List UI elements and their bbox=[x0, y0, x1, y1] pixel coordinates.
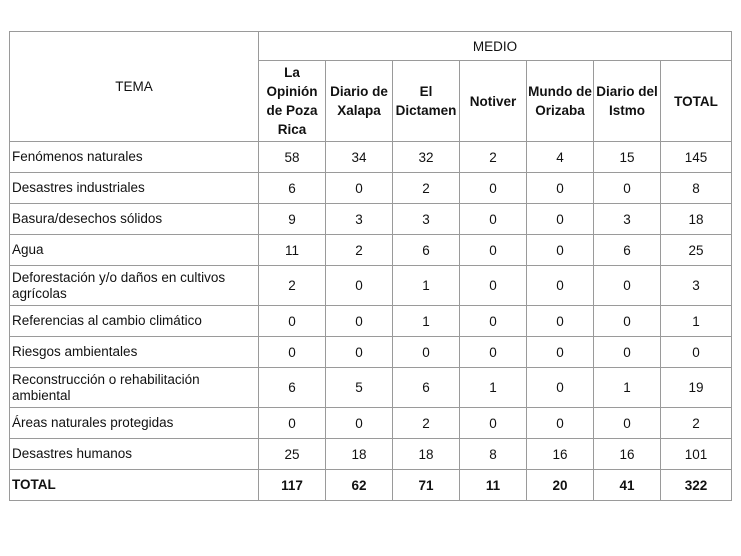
row-label: Agua bbox=[10, 235, 259, 266]
table-cell: 0 bbox=[326, 306, 393, 337]
table-cell: 6 bbox=[393, 235, 460, 266]
table-cell: 58 bbox=[259, 142, 326, 173]
table-cell: 6 bbox=[259, 368, 326, 408]
total-cell: 322 bbox=[661, 470, 732, 501]
table-cell: 0 bbox=[527, 266, 594, 306]
table-cell: 0 bbox=[259, 306, 326, 337]
table-cell: 5 bbox=[326, 368, 393, 408]
row-label: Desastres humanos bbox=[10, 439, 259, 470]
table-cell: 101 bbox=[661, 439, 732, 470]
row-label: Desastres industriales bbox=[10, 173, 259, 204]
table-cell: 0 bbox=[393, 337, 460, 368]
table-cell: 19 bbox=[661, 368, 732, 408]
table-cell: 0 bbox=[527, 173, 594, 204]
table-cell: 16 bbox=[527, 439, 594, 470]
table-cell: 0 bbox=[326, 408, 393, 439]
total-cell: 62 bbox=[326, 470, 393, 501]
table-cell: 3 bbox=[661, 266, 732, 306]
table-cell: 145 bbox=[661, 142, 732, 173]
row-label: Referencias al cambio climático bbox=[10, 306, 259, 337]
tema-header: TEMA bbox=[10, 32, 259, 142]
total-row bbox=[10, 470, 732, 501]
table-cell: 4 bbox=[527, 142, 594, 173]
table-cell: 0 bbox=[527, 306, 594, 337]
table-cell: 1 bbox=[661, 306, 732, 337]
table-cell: 0 bbox=[460, 235, 527, 266]
table-cell: 0 bbox=[594, 337, 661, 368]
table-cell: 3 bbox=[393, 204, 460, 235]
row-label: Reconstrucción o rehabilitación ambiental bbox=[10, 368, 259, 408]
table-cell: 1 bbox=[393, 266, 460, 306]
table-cell: 0 bbox=[527, 204, 594, 235]
table-cell: 32 bbox=[393, 142, 460, 173]
table-cell: 0 bbox=[594, 306, 661, 337]
table-cell: 0 bbox=[326, 173, 393, 204]
table-cell: 0 bbox=[460, 306, 527, 337]
table-row bbox=[10, 235, 732, 266]
table-cell: 0 bbox=[527, 337, 594, 368]
table-cell: 3 bbox=[594, 204, 661, 235]
table-cell: 0 bbox=[460, 204, 527, 235]
column-header: Diario de Xalapa bbox=[326, 61, 393, 142]
table-cell: 0 bbox=[259, 408, 326, 439]
table-cell: 25 bbox=[259, 439, 326, 470]
table-cell: 2 bbox=[460, 142, 527, 173]
table-cell: 18 bbox=[326, 439, 393, 470]
table-cell: 15 bbox=[594, 142, 661, 173]
table-cell: 18 bbox=[661, 204, 732, 235]
row-label: Áreas naturales protegidas bbox=[10, 408, 259, 439]
table-cell: 0 bbox=[460, 266, 527, 306]
table-cell: 34 bbox=[326, 142, 393, 173]
table-cell: 0 bbox=[661, 337, 732, 368]
table-cell: 11 bbox=[259, 235, 326, 266]
table-row bbox=[10, 306, 732, 337]
table-row bbox=[10, 266, 732, 306]
table-row bbox=[10, 337, 732, 368]
row-label: Basura/desechos sólidos bbox=[10, 204, 259, 235]
table-cell: 8 bbox=[460, 439, 527, 470]
column-header: Notiver bbox=[460, 61, 527, 142]
table-cell: 9 bbox=[259, 204, 326, 235]
row-label: Fenómenos naturales bbox=[10, 142, 259, 173]
medio-header: MEDIO bbox=[259, 32, 732, 61]
table-cell: 6 bbox=[594, 235, 661, 266]
table-cell: 0 bbox=[527, 235, 594, 266]
table-cell: 1 bbox=[460, 368, 527, 408]
table-cell: 1 bbox=[393, 306, 460, 337]
table-row bbox=[10, 439, 732, 470]
total-cell: 20 bbox=[527, 470, 594, 501]
column-header: El Dictamen bbox=[393, 61, 460, 142]
table-cell: 25 bbox=[661, 235, 732, 266]
table-cell: 2 bbox=[326, 235, 393, 266]
column-header: Diario del Istmo bbox=[594, 61, 661, 142]
table-cell: 0 bbox=[527, 368, 594, 408]
total-cell: 11 bbox=[460, 470, 527, 501]
total-cell: 117 bbox=[259, 470, 326, 501]
table-row bbox=[10, 142, 732, 173]
table-cell: 18 bbox=[393, 439, 460, 470]
table-cell: 0 bbox=[460, 173, 527, 204]
total-label: TOTAL bbox=[10, 470, 259, 501]
table-cell: 1 bbox=[594, 368, 661, 408]
row-label: Deforestación y/o daños en cultivos agrícolas bbox=[10, 266, 259, 306]
column-header: TOTAL bbox=[661, 61, 732, 142]
table-cell: 0 bbox=[594, 173, 661, 204]
table-row bbox=[10, 173, 732, 204]
total-cell: 41 bbox=[594, 470, 661, 501]
table-row bbox=[10, 204, 732, 235]
table-cell: 8 bbox=[661, 173, 732, 204]
data-table bbox=[9, 31, 732, 501]
table-cell: 6 bbox=[393, 368, 460, 408]
total-cell: 71 bbox=[393, 470, 460, 501]
table-row bbox=[10, 408, 732, 439]
table-cell: 0 bbox=[460, 337, 527, 368]
table-cell: 0 bbox=[527, 408, 594, 439]
table-cell: 0 bbox=[594, 266, 661, 306]
table-cell: 0 bbox=[326, 337, 393, 368]
table-cell: 3 bbox=[326, 204, 393, 235]
table-row bbox=[10, 368, 732, 408]
table-cell: 2 bbox=[259, 266, 326, 306]
table-cell: 16 bbox=[594, 439, 661, 470]
table-cell: 2 bbox=[661, 408, 732, 439]
table-cell: 0 bbox=[460, 408, 527, 439]
table-cell: 2 bbox=[393, 173, 460, 204]
table-cell: 0 bbox=[259, 337, 326, 368]
column-header: Mundo de Orizaba bbox=[527, 61, 594, 142]
table-cell: 0 bbox=[594, 408, 661, 439]
row-label: Riesgos ambientales bbox=[10, 337, 259, 368]
table-cell: 0 bbox=[326, 266, 393, 306]
column-header: La Opinión de Poza Rica bbox=[259, 61, 326, 142]
table-cell: 6 bbox=[259, 173, 326, 204]
table-cell: 2 bbox=[393, 408, 460, 439]
